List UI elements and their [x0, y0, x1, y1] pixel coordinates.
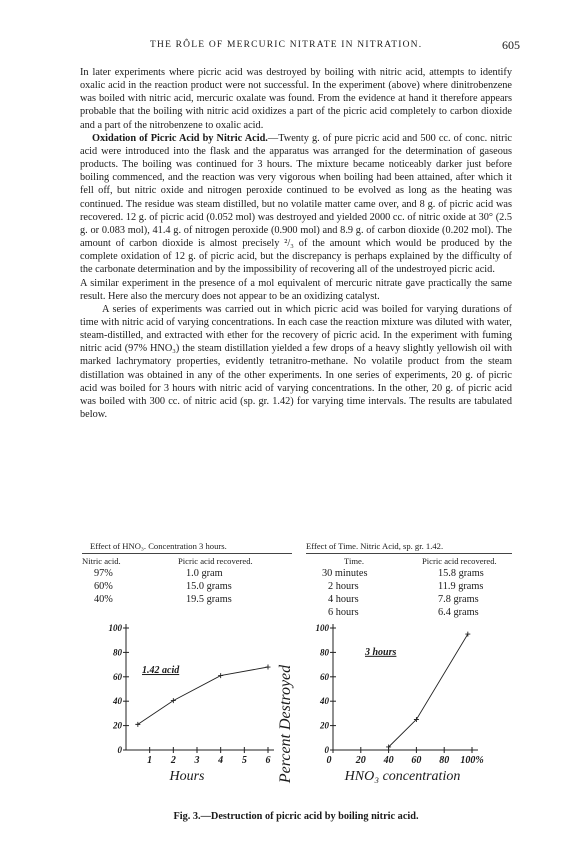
- column-header: Picric acid recovered.: [422, 556, 497, 566]
- paragraph-1: In later experiments where picric acid was destroyed by boiling with nitric acid, attempts to identify oxalic acid in the reaction product were not successful. In the experiment (above) where dinitrobenzene was boiled with nitric acid, mercuric oxalate was found. From the evidence at hand it therefore appears probable that the boiling with nitric acid oxidizes a part of the picric acid completely to carbon dioxide and a part of the nitrobenzene to oxalic acid.: [80, 67, 512, 131]
- paragraph-4: A series of experiments was carried out in which picric acid was boiled for varying durations of time with nitric acid of varying concentrations. In each case the reaction mixture was diluted with water, steam-distilled, and extracted with ether for the recovery of picric acid. In the experiment with fuming nitric acid (97% HNO₃) the steam distillation yielded a few drops of a heavy slightly yellowish oil with marked lachrymatory properties, evidently tetranitro-methane. No volatile product from the steam distillation was obtained in any of the other experiments. In one series of experiments, 20 g. of picric acid was boiled for 3 hours with nitric acid of varying concentrations. In the other, 20 g. of picric acid was boiled with 300 cc. of nitric acid (sp. gr. 1.42) for varying time intervals. The results are tabulated below.: [80, 303, 512, 421]
- table-cell: 97%: [94, 568, 113, 579]
- y-tick-label: 100: [315, 623, 329, 633]
- x-axis-label: HNO₃ concentration: [344, 769, 461, 784]
- y-axis-label: Percent Destroyed: [277, 664, 294, 784]
- table-cell: 1.0 gram: [186, 568, 223, 579]
- y-tick-label: 60: [113, 671, 122, 682]
- figure-caption: Fig. 3.—Destruction of picric acid by boiling nitric acid.: [173, 811, 419, 822]
- y-tick-label: 0: [117, 745, 122, 755]
- page-number: 605: [502, 38, 520, 52]
- x-tick-label: 40: [383, 755, 394, 766]
- x-tick-label: 60: [411, 755, 422, 766]
- x-tick-label: 80: [439, 755, 450, 766]
- y-tick-label: 0: [324, 745, 329, 755]
- y-tick-label: 20: [113, 720, 122, 731]
- running-title: THE RÔLE OF MERCURIC NITRATE IN NITRATION.: [150, 40, 423, 50]
- table-cell: 2 hours: [328, 581, 359, 592]
- x-tick-label: 5: [241, 755, 247, 766]
- x-tick-label: 20: [355, 755, 366, 766]
- x-tick-label: 0: [326, 755, 332, 766]
- y-tick-label: 40: [320, 696, 329, 707]
- y-tick-label: 80: [113, 647, 122, 658]
- data-point: [135, 722, 140, 727]
- table-caption: Effect of HNO₃. Concentration 3 hours.: [90, 541, 227, 551]
- table-cell: 4 hours: [328, 594, 359, 605]
- table-cell: 19.5 grams: [186, 594, 232, 605]
- chart-concentration: [316, 623, 484, 784]
- table-cell: 40%: [94, 594, 113, 605]
- run-in-heading: Oxidation of Picric Acid by Nitric Acid.: [92, 132, 268, 144]
- data-point: [386, 744, 391, 749]
- column-header: Picric acid recovered.: [178, 556, 253, 566]
- y-tick-label: 40: [113, 696, 122, 707]
- paragraph-2: Oxidation of Picric Acid by Nitric Acid.—Twenty g. of pure picric acid and 500 cc. of conc. nitric acid were introduced into the flask and the apparatus was arranged for the determination of gaseous products. The boiling was continued for 3 hours. The mixture became noticeably darker just before boiling commenced, and the reaction was very vigorous when boiling had been attained, after which it fell off, but nitric oxide and nitrogen peroxide continued to be evolved as long as the heating was continued. The residue was steam distilled, but no volatile matter came over, and 8 g. of picric acid was recovered. 12 g. of picric acid (0.052 mol) was destroyed and yielded 2000 cc. of nitric oxide at 30° (2.5 g. or 0.083 mol), 41.4 g. of nitrogen peroxide (0.900 mol) and 8.9 g. of carbon dioxide (0.202 mol). The amount of carbon dioxide is almost precisely ²/₃ of the amount which would be produced by the complete oxidation of 12 g. of picric acid, but the discrepancy is perhaps explained by the difficulty of the carbonate determination and by the impossibility of recovering all of the undestroyed picric acid.: [80, 132, 512, 276]
- series-line: [138, 667, 268, 724]
- table-cell: 15.8 grams: [438, 568, 484, 579]
- chart-hours: [109, 623, 275, 784]
- paragraph-3: A similar experiment in the presence of a mol equivalent of mercuric nitrate gave practically the same result. Here also the mercury does not appear to be an oxidizing catalyst.: [80, 277, 512, 302]
- x-tick-label: 1: [147, 755, 153, 766]
- x-axis-label: Hours: [169, 769, 205, 784]
- table-cell: 30 minutes: [322, 568, 368, 579]
- table-cell: 7.8 grams: [438, 594, 479, 605]
- x-tick-label: 3: [194, 755, 200, 766]
- column-header: Time.: [344, 556, 364, 566]
- series-line: [389, 634, 468, 747]
- body-text: [80, 66, 512, 421]
- y-tick-label: 20: [320, 720, 329, 731]
- y-tick-label: 100: [108, 623, 122, 633]
- table-caption: Effect of Time. Nitric Acid, sp. gr. 1.42.: [306, 541, 444, 551]
- running-header: [80, 40, 520, 54]
- table-cell: 15.0 grams: [186, 581, 232, 592]
- table-cell: 11.9 grams: [438, 581, 484, 592]
- x-tick-label: 4: [218, 755, 224, 766]
- data-point: [465, 632, 470, 637]
- table-cell: 6.4 grams: [438, 607, 479, 618]
- x-tick-label: 100%: [460, 755, 484, 766]
- y-tick-label: 60: [320, 671, 329, 682]
- x-tick-label: 2: [170, 755, 176, 766]
- data-point: [266, 665, 271, 670]
- table-cell: 6 hours: [328, 607, 359, 618]
- data-point: [414, 717, 419, 722]
- data-point: [171, 698, 176, 703]
- x-tick-label: 6: [265, 755, 271, 766]
- column-header: Nitric acid.: [82, 556, 121, 566]
- table-cell: 60%: [94, 581, 113, 592]
- data-point: [218, 673, 223, 678]
- y-tick-label: 80: [320, 647, 329, 658]
- chart-annotation: 3 hours: [365, 646, 397, 658]
- chart-annotation: 1.42 acid: [142, 665, 180, 677]
